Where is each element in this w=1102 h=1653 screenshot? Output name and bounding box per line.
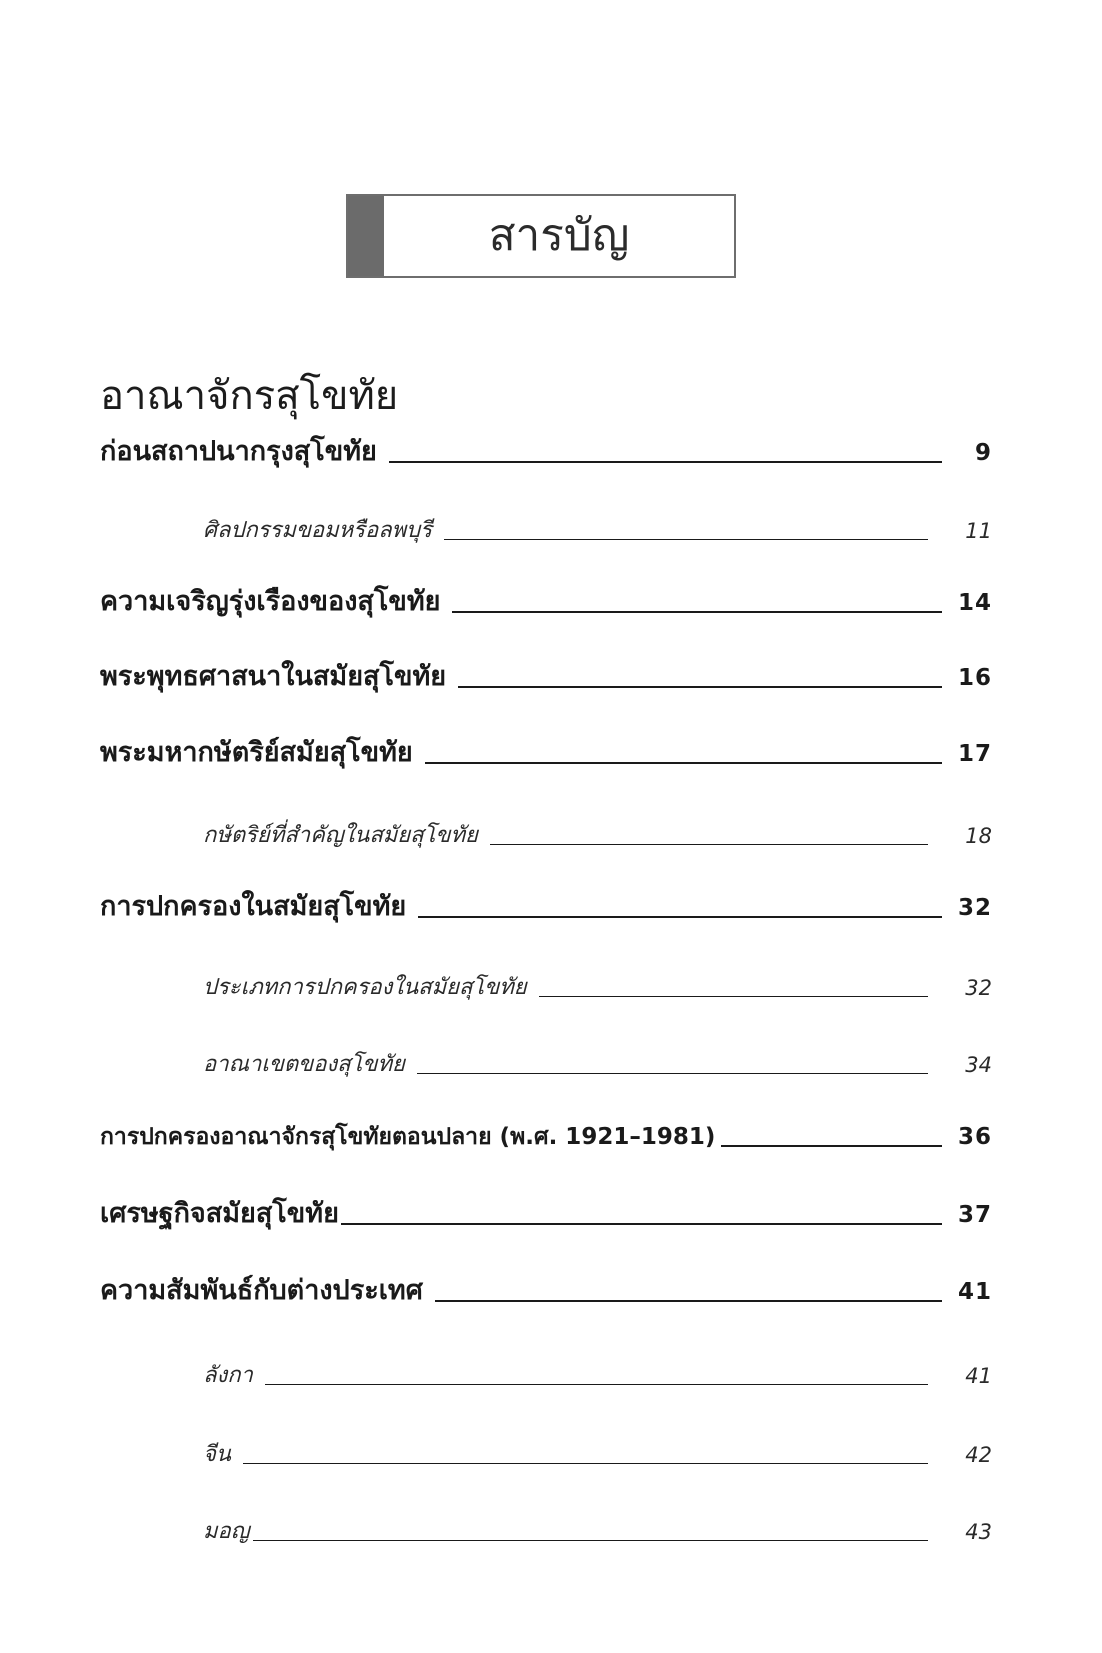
toc-entry-label: พระพุทธศาสนาในสมัยสุโขทัย: [100, 661, 447, 692]
leader-line: [243, 1463, 928, 1464]
toc-entry-label: พระมหากษัตริย์สมัยสุโขทัย: [100, 737, 413, 768]
leader-line: [425, 762, 942, 764]
toc-subentry-page: 11: [965, 519, 992, 543]
toc-entry-page: 36: [957, 1124, 992, 1150]
leader-line: [417, 1073, 928, 1074]
leader-line: [490, 844, 928, 845]
leader-line: [418, 916, 942, 918]
leader-line: [253, 1540, 928, 1541]
toc-subentry-page: 32: [965, 976, 992, 1000]
toc-entry-page: 9: [974, 440, 992, 466]
toc-subentry: [203, 957, 992, 1005]
page-title: สารบัญ: [488, 210, 630, 261]
toc-subentry-label: ประเภทการปกครองในสมัยสุโขทัย: [203, 975, 527, 1000]
toc-entry: [100, 1262, 992, 1310]
leader-line: [444, 539, 928, 540]
toc-entry: [100, 1107, 992, 1155]
toc-entry: [100, 648, 992, 696]
toc-entry: [100, 878, 992, 926]
toc-entry: [100, 724, 992, 772]
leader-line: [265, 1384, 928, 1385]
toc-subentry-page: 42: [965, 1443, 992, 1467]
leader-line: [539, 996, 928, 997]
toc-subentry: [203, 805, 992, 853]
toc-entry-page: 17: [957, 741, 992, 767]
toc-subentry-label: ลังกา: [203, 1363, 253, 1388]
toc-entry-label: การปกครองในสมัยสุโขทัย: [100, 891, 407, 922]
section-heading: อาณาจักรสุโขทัย: [100, 373, 399, 419]
toc-entry-page: 32: [957, 895, 992, 921]
toc-subentry-label: กษัตริย์ที่สำคัญในสมัยสุโขทัย: [203, 823, 478, 848]
toc-entry-label: เศรษฐกิจสมัยสุโขทัย: [100, 1198, 339, 1229]
toc-entry-label: ความเจริญรุ่งเรืองของสุโขทัย: [100, 586, 441, 617]
toc-subentry: [203, 1034, 992, 1082]
toc-entry-label: ความสัมพันธ์กับต่างประเทศ: [100, 1275, 423, 1306]
toc-subentry: [203, 1345, 992, 1393]
toc-entry-label: การปกครองอาณาจักรสุโขทัยตอนปลาย (พ.ศ. 1921–1981): [100, 1124, 716, 1150]
toc-entry-page: 41: [957, 1279, 992, 1305]
toc-entry: [100, 573, 992, 621]
toc-entry: [100, 1185, 992, 1233]
toc-subentry-page: 18: [965, 824, 992, 848]
toc-subentry-page: 43: [965, 1520, 992, 1544]
toc-subentry: [203, 500, 992, 548]
toc-subentry-label: อาณาเขตของสุโขทัย: [203, 1052, 405, 1077]
toc-subentry-label: จีน: [203, 1442, 231, 1467]
toc-entry-label: ก่อนสถาปนากรุงสุโขทัย: [100, 436, 377, 467]
toc-title-box: [346, 194, 736, 278]
title-accent-bar: [348, 196, 384, 276]
leader-line: [721, 1145, 942, 1147]
toc-entry-page: 37: [957, 1202, 992, 1228]
toc-subentry: [203, 1501, 992, 1549]
toc-subentry-page: 41: [965, 1364, 992, 1388]
leader-line: [389, 461, 942, 463]
toc-subentry-label: มอญ: [203, 1519, 250, 1544]
toc-entry-page: 14: [957, 590, 992, 616]
toc-subentry-label: ศิลปกรรมขอมหรือลพบุรี: [203, 518, 432, 543]
toc-subentry: [203, 1424, 992, 1472]
leader-line: [435, 1300, 942, 1302]
toc-entry: [100, 423, 992, 471]
leader-line: [452, 611, 942, 613]
toc-entry-page: 16: [957, 665, 992, 691]
toc-subentry-page: 34: [965, 1053, 992, 1077]
leader-line: [341, 1223, 942, 1225]
leader-line: [458, 686, 942, 688]
